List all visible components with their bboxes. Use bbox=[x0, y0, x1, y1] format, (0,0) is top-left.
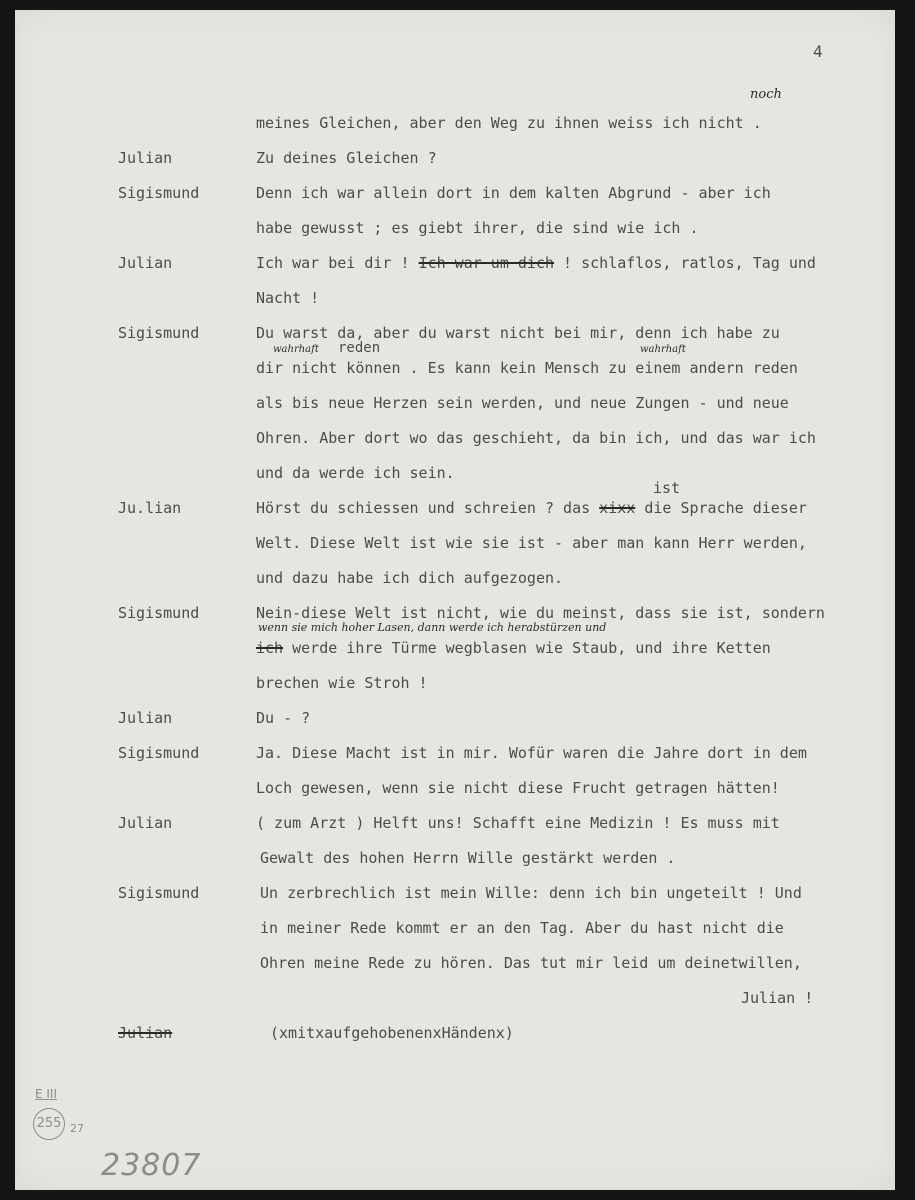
text-line: ( zum Arzt ) Helft uns! Schafft eine Medizin ! Es muss mit bbox=[256, 814, 780, 832]
text-line bbox=[256, 499, 807, 517]
text-line: Nein-diese Welt ist nicht, wie du meinst, dass sie ist, sondern bbox=[256, 604, 825, 622]
speaker-name: Sigismund bbox=[118, 184, 200, 202]
circled-number: 255 bbox=[33, 1108, 65, 1140]
speaker-name: Sigismund bbox=[118, 884, 200, 902]
speaker-name: Julian bbox=[118, 254, 173, 272]
text-line: Nacht ! bbox=[256, 289, 320, 307]
insertion-wahrhaft: wahrhaft bbox=[640, 344, 686, 355]
text-segment: die Sprache dieser bbox=[635, 499, 807, 517]
text-line: Ohren meine Rede zu hören. Das tut mir leid um deinetwillen, bbox=[260, 954, 802, 972]
text-segment: Ich war bei dir ! bbox=[256, 254, 419, 272]
text-line: und dazu habe ich dich aufgezogen. bbox=[256, 569, 564, 587]
struck-stage-direction: (xmitxaufgehobenenxHändenx) bbox=[270, 1024, 514, 1042]
text-line: Ja. Diese Macht ist in mir. Wofür waren die Jahre dort in dem bbox=[256, 744, 807, 762]
struck-speaker-name: Julian bbox=[118, 1024, 173, 1042]
text-line: Du - ? bbox=[256, 709, 311, 727]
insertion-wahrhaft: wahrhaft bbox=[273, 344, 319, 355]
insertion-reden: reden bbox=[338, 340, 381, 356]
archive-signature: E III bbox=[35, 1087, 58, 1101]
text-line: Julian ! bbox=[741, 989, 814, 1007]
page-number: 4 bbox=[813, 42, 823, 61]
text-line: in meiner Rede kommt er an den Tag. Aber du hast nicht die bbox=[260, 919, 784, 937]
handwritten-insertion: wenn sie mich hoher Lasen, dann werde ich herabstürzen und bbox=[258, 621, 607, 634]
speaker-name: Sigismund bbox=[118, 744, 200, 762]
inventory-number: 23807 bbox=[101, 1148, 202, 1183]
text-line: habe gewusst ; es giebt ihrer, die sind wie ich . bbox=[256, 219, 699, 237]
text-line: Gewalt des hohen Herrn Wille gestärkt werden . bbox=[260, 849, 676, 867]
text-line bbox=[256, 254, 816, 272]
text-segment: Hörst du schiessen und schreien ? das bbox=[256, 499, 600, 517]
text-line: als bis neue Herzen sein werden, und neue Zungen - und neue bbox=[256, 394, 789, 412]
speaker-name: Julian bbox=[118, 814, 173, 832]
text-line: Loch gewesen, wenn sie nicht diese Frucht getragen hätten! bbox=[256, 779, 780, 797]
struck-text: xixx bbox=[599, 499, 636, 517]
speaker-name: Sigismund bbox=[118, 324, 200, 342]
manuscript-page bbox=[15, 10, 895, 1190]
text-line: Du warst da, aber du warst nicht bei mir, denn ich habe zu bbox=[256, 324, 780, 342]
text-line: Denn ich war allein dort in dem kalten Abgrund - aber ich bbox=[256, 184, 771, 202]
text-segment: werde ihre Türme wegblasen wie Staub, und ihre Ketten bbox=[283, 639, 771, 657]
text-line: brechen wie Stroh ! bbox=[256, 674, 428, 692]
text-line: und da werde ich sein. bbox=[256, 464, 455, 482]
text-line: Un zerbrechlich ist mein Wille: denn ich bin ungeteilt ! Und bbox=[260, 884, 802, 902]
insertion-ist: ist bbox=[653, 479, 681, 497]
speaker-name: Ju.lian bbox=[118, 499, 182, 517]
speaker-name: Julian bbox=[118, 709, 173, 727]
speaker-name: Sigismund bbox=[118, 604, 200, 622]
text-line bbox=[256, 639, 771, 657]
struck-text: ich bbox=[256, 639, 284, 657]
speaker-name: Julian bbox=[118, 149, 173, 167]
struck-text: Ich war um dich bbox=[418, 254, 555, 272]
text-line: dir nicht können . Es kann kein Mensch zu einem andern reden bbox=[256, 359, 798, 377]
text-line: Zu deines Gleichen ? bbox=[256, 149, 437, 167]
text-line: Ohren. Aber dort wo das geschieht, da bin ich, und das war ich bbox=[256, 429, 816, 447]
text-line: meines Gleichen, aber den Weg zu ihnen weiss ich nicht . bbox=[256, 114, 762, 132]
insertion-noch: noch bbox=[750, 87, 782, 102]
margin-small-number: 27 bbox=[70, 1122, 84, 1135]
text-line: Welt. Diese Welt ist wie sie ist - aber man kann Herr werden, bbox=[256, 534, 807, 552]
text-segment: ! schlaflos, ratlos, Tag und bbox=[554, 254, 816, 272]
